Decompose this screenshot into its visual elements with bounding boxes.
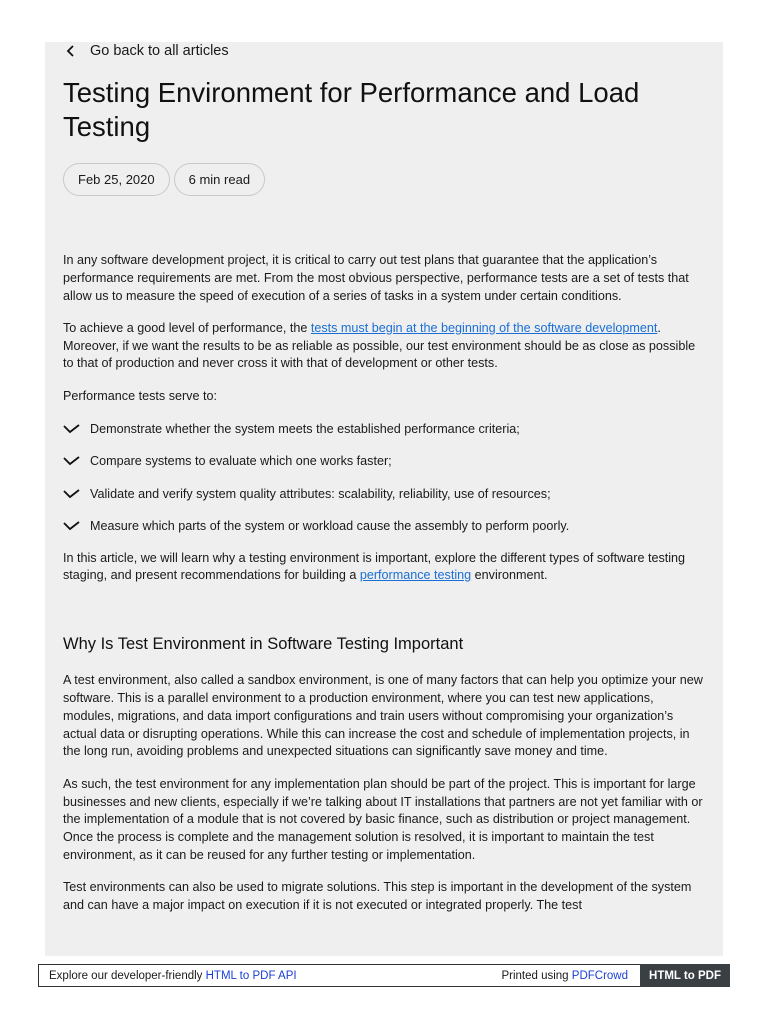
list-item-text: Demonstrate whether the system meets the established performance criteria; (90, 422, 520, 437)
paragraph-intro: In any software development project, it is critical to carry out test plans that guarantee that the application’s performance requirements are met. From the most obvious perspective, performance tests are a set of tests that allow us to measure the speed of execution of a series of tasks in a system under certain conditions. (63, 253, 689, 303)
paragraph-test-environment: A test environment, also called a sandbox environment, is one of many factors that can help you optimize your new software. This is a parallel environment to a production environment, where you can test new applications, modules, migrations, and data import configurations and train users without compromising your organization’s actual data or disrupting operations. While this can increase the cost and schedule of implementation projects, in the long run, avoiding problems and unexpected situations can significantly save money and time. (63, 673, 703, 759)
paragraph-goal (63, 320, 707, 373)
performance-testing-link[interactable]: performance testing (359, 568, 472, 583)
paragraph-serve: Performance tests serve to: (63, 388, 217, 403)
checkmark-icon (63, 423, 90, 435)
article-sheet (45, 42, 723, 956)
read-time-badge: 6 min read (174, 163, 265, 196)
checkmark-icon (63, 488, 90, 500)
paragraph-article-overview (63, 550, 707, 586)
footer-explore-text: Explore our developer-friendly (49, 969, 206, 982)
back-link-label[interactable]: Go back to all articles (90, 43, 229, 59)
tests-beginning-link[interactable]: tests must begin at the beginning of the software development (310, 320, 658, 335)
checkmark-icon (63, 455, 90, 467)
back-link[interactable] (63, 42, 229, 60)
paragraph-goal-text-end: . Moreover, if we want the results to be as reliable as possible, our test environment should be as close as possible to that of production and never cross it with that of development or other tests. (63, 320, 696, 371)
pdf-footer-bar (38, 964, 730, 987)
list-item (63, 485, 707, 503)
purpose-list (63, 420, 707, 535)
list-item (63, 420, 707, 438)
footer-printed (501, 970, 640, 982)
paragraph-migration: Test environments can also be used to migrate solutions. This step is important in the development of the system and can have a major impact on execution if it is not executed or integrated properly. The test (63, 880, 692, 912)
article-meta (63, 163, 265, 196)
overview-text-start: In this article, we will learn why a testing environment is important, explore the different types of software testing staging, and present recommendations for building a (63, 550, 686, 583)
footer-explore (39, 970, 501, 982)
list-item (63, 452, 707, 470)
article-title: Testing Environment for Performance and Load Testing (63, 77, 640, 142)
chevron-left-icon (63, 43, 90, 59)
list-item-text: Compare systems to evaluate which one works faster; (90, 454, 392, 469)
section-heading: Why Is Test Environment in Software Testing Important (63, 635, 464, 654)
html-to-pdf-button[interactable]: HTML to PDF (640, 964, 730, 987)
checkmark-icon (63, 520, 90, 532)
paragraph-implementation: As such, the test environment for any implementation plan should be part of the project. This is important for large businesses and new clients, especially if we’re talking about IT installations that partners are not yet familiar with or the implementation of a module that is not covered by basic finance, such as distribution or project management. Once the process is complete and the management solution is resolved, it is important to maintain the test environment, as it can be reused for any further testing or implementation. (63, 776, 703, 862)
pdfcrowd-link[interactable]: PDFCrowd (571, 969, 629, 982)
paragraph-goal-text-start: To achieve a good level of performance, the (63, 320, 311, 335)
html-to-pdf-api-link[interactable]: HTML to PDF API (205, 969, 297, 982)
list-item-text: Measure which parts of the system or workload cause the assembly to perform poorly. (90, 519, 570, 534)
list-item (63, 517, 707, 535)
list-item-text: Validate and verify system quality attributes: scalability, reliability, use of resources; (90, 486, 551, 501)
footer-printed-text: Printed using (501, 969, 572, 982)
overview-text-end: environment. (471, 568, 548, 583)
date-badge: Feb 25, 2020 (63, 163, 170, 196)
article-body (63, 252, 707, 929)
